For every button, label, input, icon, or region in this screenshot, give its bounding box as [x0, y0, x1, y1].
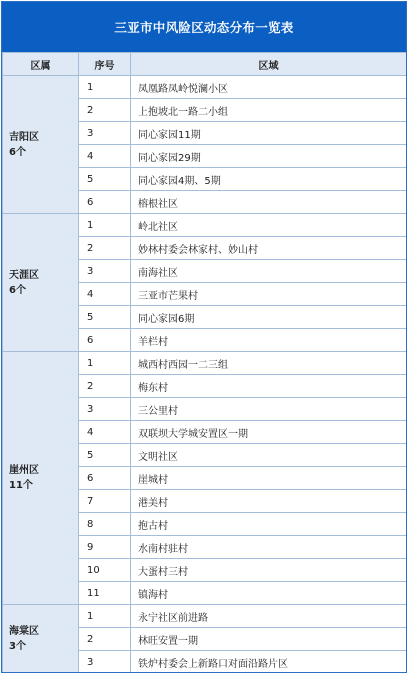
area-cell: 同心家园11期	[131, 122, 407, 145]
header-district: 区属	[3, 53, 79, 76]
area-cell: 岭北社区	[131, 214, 407, 237]
area-cell: 永宁社区前进路	[131, 605, 407, 628]
seq-cell: 4	[79, 283, 131, 306]
seq-cell: 4	[79, 421, 131, 444]
header-area: 区域	[131, 53, 407, 76]
seq-cell: 5	[79, 306, 131, 329]
seq-cell: 8	[79, 513, 131, 536]
area-cell: 双联坝大学城安置区一期	[131, 421, 407, 444]
seq-cell: 2	[79, 375, 131, 398]
area-cell: 同心家园29期	[131, 145, 407, 168]
table-row	[3, 214, 407, 237]
seq-cell: 6	[79, 191, 131, 214]
area-cell: 抱古村	[131, 513, 407, 536]
area-cell: 港美村	[131, 490, 407, 513]
district-cell	[3, 214, 79, 352]
district-name: 海棠区	[9, 626, 39, 637]
seq-cell: 1	[79, 76, 131, 99]
risk-area-table	[2, 52, 407, 673]
seq-cell: 3	[79, 260, 131, 283]
seq-cell: 7	[79, 490, 131, 513]
table-row	[3, 76, 407, 99]
table-row	[3, 352, 407, 375]
seq-cell: 6	[79, 329, 131, 352]
area-cell: 羊栏村	[131, 329, 407, 352]
area-cell: 上抱坡北一路二小组	[131, 99, 407, 122]
seq-cell: 9	[79, 536, 131, 559]
seq-cell: 6	[79, 467, 131, 490]
district-cell	[3, 605, 79, 674]
seq-cell: 2	[79, 628, 131, 651]
area-cell: 同心家园4期、5期	[131, 168, 407, 191]
district-name: 吉阳区	[9, 131, 39, 143]
district-count: 3个	[9, 641, 26, 652]
district-cell	[3, 76, 79, 214]
seq-cell: 2	[79, 99, 131, 122]
area-cell: 文明社区	[131, 444, 407, 467]
table-title: 三亚市中风险区动态分布一览表	[2, 2, 406, 52]
area-cell: 镇海村	[131, 582, 407, 605]
area-cell: 三公里村	[131, 398, 407, 421]
seq-cell: 3	[79, 651, 131, 674]
header-row	[3, 53, 407, 76]
area-cell: 榕根社区	[131, 191, 407, 214]
district-count: 6个	[9, 284, 26, 296]
district-count: 11个	[9, 480, 33, 491]
table-row	[3, 605, 407, 628]
area-cell: 崖城村	[131, 467, 407, 490]
area-cell: 城西村西园一二三组	[131, 352, 407, 375]
header-seq: 序号	[79, 53, 131, 76]
seq-cell: 3	[79, 122, 131, 145]
area-cell: 梅东村	[131, 375, 407, 398]
district-name: 崖州区	[9, 465, 39, 476]
seq-cell: 4	[79, 145, 131, 168]
area-cell: 大蛋村三村	[131, 559, 407, 582]
seq-cell: 1	[79, 352, 131, 375]
seq-cell: 1	[79, 214, 131, 237]
area-cell: 凤凰路凤岭悦澜小区	[131, 76, 407, 99]
seq-cell: 5	[79, 444, 131, 467]
area-cell: 铁炉村委会上新路口对面沿路片区	[131, 651, 407, 674]
area-cell: 妙林村委会林家村、妙山村	[131, 237, 407, 260]
area-cell: 同心家园6期	[131, 306, 407, 329]
district-name: 天涯区	[9, 269, 39, 281]
seq-cell: 5	[79, 168, 131, 191]
area-cell: 林旺安置一期	[131, 628, 407, 651]
seq-cell: 10	[79, 559, 131, 582]
risk-table-panel	[1, 1, 407, 673]
table-body	[3, 76, 407, 674]
seq-cell: 1	[79, 605, 131, 628]
area-cell: 南海社区	[131, 260, 407, 283]
area-cell: 三亚市芒果村	[131, 283, 407, 306]
seq-cell: 11	[79, 582, 131, 605]
seq-cell: 2	[79, 237, 131, 260]
district-cell	[3, 352, 79, 605]
area-cell: 水南村驻村	[131, 536, 407, 559]
district-count: 6个	[9, 146, 26, 158]
seq-cell: 3	[79, 398, 131, 421]
